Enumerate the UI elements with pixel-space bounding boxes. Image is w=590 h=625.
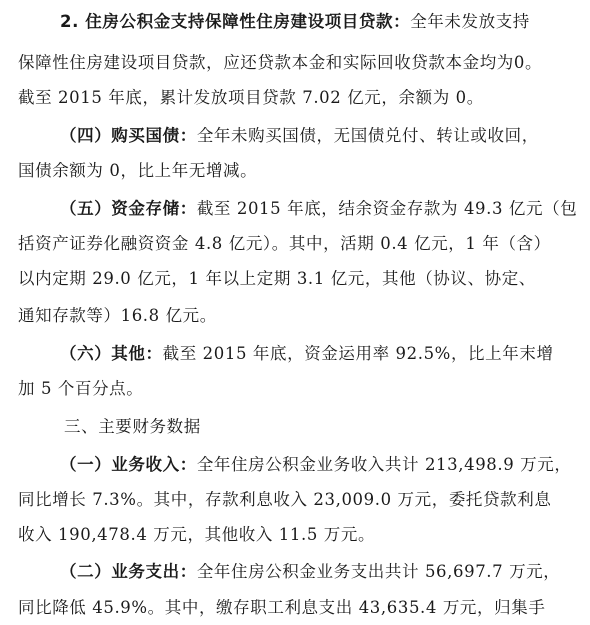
paragraph-business-income-line-3: 收入 190,478.4 万元，其他收入 11.5 万元。: [18, 525, 376, 544]
paragraph-text: 全年未发放支持: [410, 12, 530, 31]
paragraph-text: 截至 2015 年底，结余资金存款为 49.3 亿元（包: [196, 199, 578, 218]
section-lead-business-expenses: （二）业务支出：: [60, 562, 197, 581]
paragraph-treasury-bonds-line-1: [0, 122, 590, 150]
section-lead-treasury-bonds: （四）购买国债：: [60, 126, 197, 145]
paragraph-text: 全年住房公积金业务收入共计 213,498.9 万元，: [196, 455, 572, 474]
paragraph-treasury-bonds-line-2: 国债余额为 0，比上年无增减。: [18, 161, 258, 180]
section-lead-housing-project-loans: 2. 住房公积金支持保障性住房建设项目贷款：: [60, 12, 411, 31]
paragraph-fund-deposits-line-3: 以内定期 29.0 亿元，1 年以上定期 3.1 亿元，其他（协议、协定、: [18, 269, 536, 288]
paragraph-other-line-2: 加 5 个百分点。: [18, 379, 144, 398]
paragraph-fund-deposits-line-4: 通知存款等）16.8 亿元。: [18, 306, 217, 325]
paragraph-other-line-1: [0, 340, 590, 368]
paragraph-text: 截至 2015 年底，资金运用率 92.5%，比上年末增: [162, 344, 554, 363]
paragraph-text: 全年住房公积金业务支出共计 56,697.7 万元，: [196, 562, 561, 581]
paragraph-text: 全年未购买国债，无国债兑付、转让或收回，: [196, 126, 539, 145]
paragraph-housing-project-loans-line-3: 截至 2015 年底，累计发放项目贷款 7.02 亿元，余额为 0。: [18, 88, 484, 107]
paragraph-housing-project-loans-line-1: [0, 8, 590, 36]
paragraph-housing-project-loans-line-2: 保障性住房建设项目贷款，应还贷款本金和实际回收贷款本金均为0。: [18, 53, 543, 72]
section-lead-fund-deposits: （五）资金存储：: [60, 199, 197, 218]
paragraph-business-income-line-2: 同比增长 7.3%。其中，存款利息收入 23,009.0 万元，委托贷款利息: [18, 490, 552, 509]
section-lead-business-income: （一）业务收入：: [60, 455, 197, 474]
paragraph-business-expenses-line-2: 同比降低 45.9%。其中，缴存职工利息支出 43,635.4 万元，归集手: [18, 598, 546, 617]
paragraph-business-income-line-1: [0, 451, 590, 479]
paragraph-business-expenses-line-1: [0, 558, 590, 586]
section-lead-other: （六）其他：: [60, 344, 163, 363]
paragraph-fund-deposits-line-2: 括资产证券化融资资金 4.8 亿元）。其中，活期 0.4 亿元，1 年（含）: [18, 234, 551, 253]
section-heading-financial-data: 三、主要财务数据: [64, 417, 201, 436]
paragraph-fund-deposits-line-1: [0, 195, 590, 223]
